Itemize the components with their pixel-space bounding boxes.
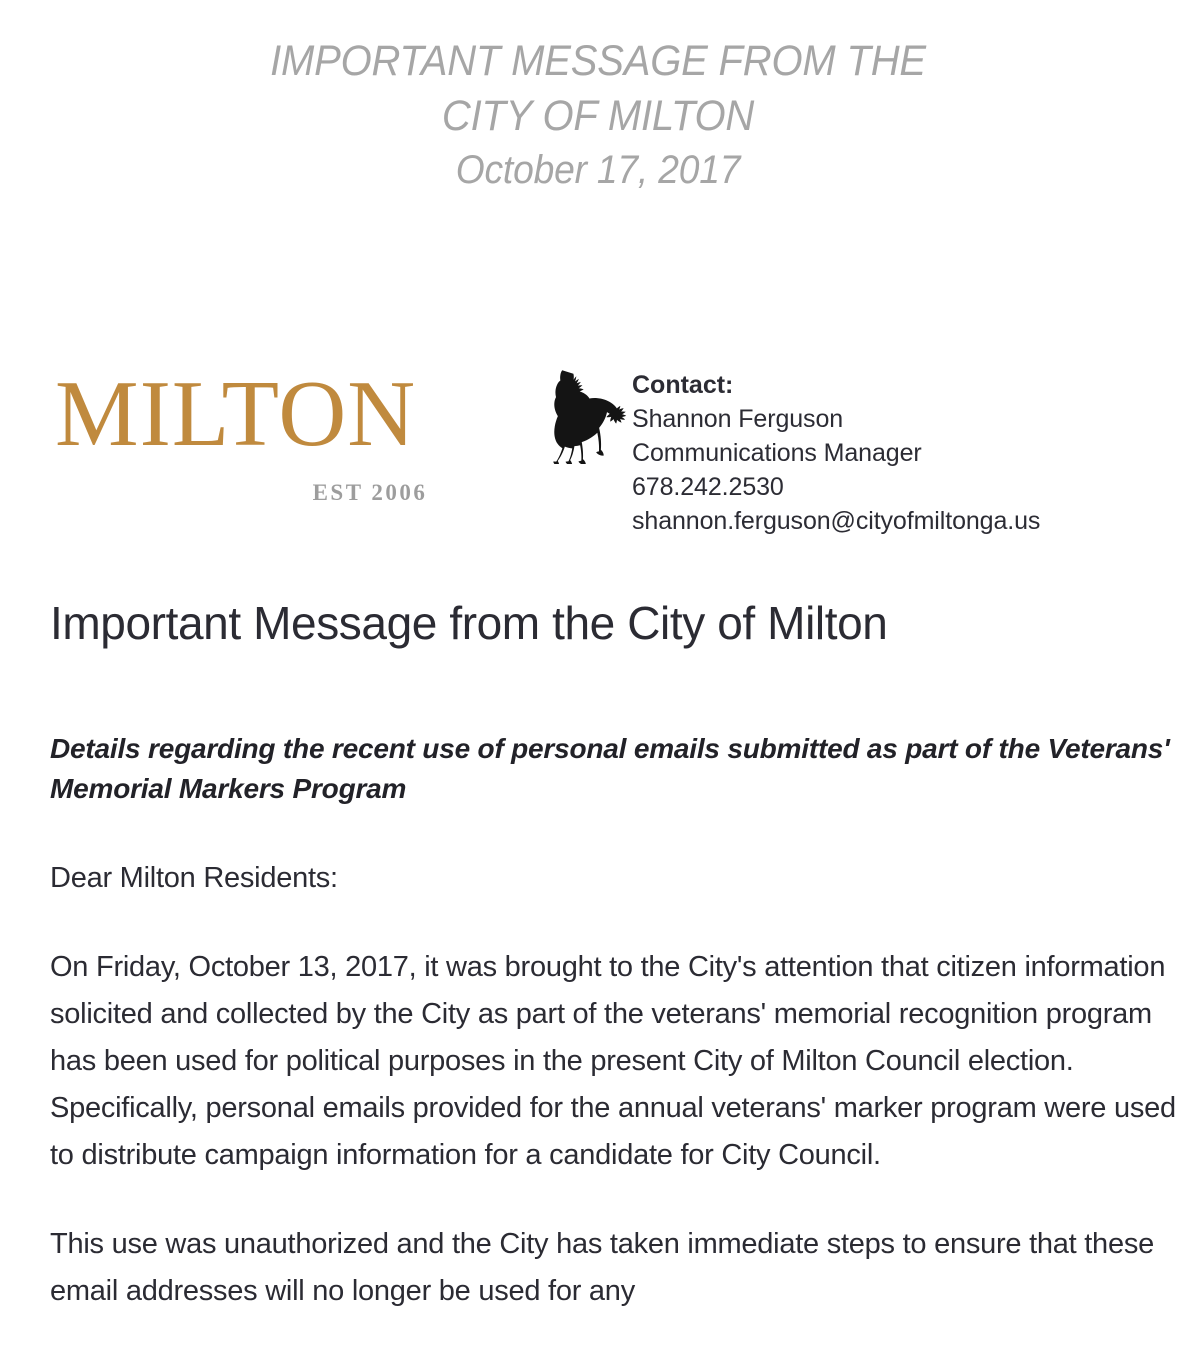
- article-paragraph-1: On Friday, October 13, 2017, it was brought to the City's attention that citizen information solicited and collected by the City as part of the veterans' memorial recognition program has been used for political purposes in the present City of Milton Council election. Specifically, personal emails provided for the annual veterans' marker program were used to distribute campaign information for a candidate for City Council.: [50, 951, 1176, 1171]
- banner-line-2: CITY OF MILTON: [441, 92, 755, 140]
- contact-block: [632, 368, 1152, 538]
- article-paragraph-2: This use was unauthorized and the City has taken immediate steps to ensure that these email addresses will no longer be used for any: [50, 1228, 1154, 1307]
- contact-name: Shannon Ferguson: [632, 405, 844, 433]
- contact-label: Contact:: [632, 371, 734, 399]
- logo-established: EST 2006: [312, 480, 428, 505]
- article-subhead: Details regarding the recent use of personal emails submitted as part of the Veterans' Memorial Markers Program: [50, 733, 1170, 804]
- article-salutation: Dear Milton Residents:: [50, 862, 338, 894]
- contact-email[interactable]: shannon.ferguson@cityofmiltonga.us: [632, 507, 1041, 535]
- contact-title: Communications Manager: [632, 439, 922, 467]
- article-body: [50, 595, 1180, 1315]
- city-logo: [55, 360, 595, 525]
- contact-phone[interactable]: 678.242.2530: [632, 473, 784, 501]
- document-banner: [0, 34, 1196, 196]
- banner-line-1: IMPORTANT MESSAGE FROM THE: [270, 37, 926, 85]
- horse-icon: [547, 368, 643, 464]
- logo-wordmark: MILTON: [55, 362, 417, 466]
- banner-date: October 17, 2017: [455, 148, 741, 192]
- page-title: Important Message from the City of Milton: [50, 597, 888, 649]
- masthead: [0, 360, 1196, 535]
